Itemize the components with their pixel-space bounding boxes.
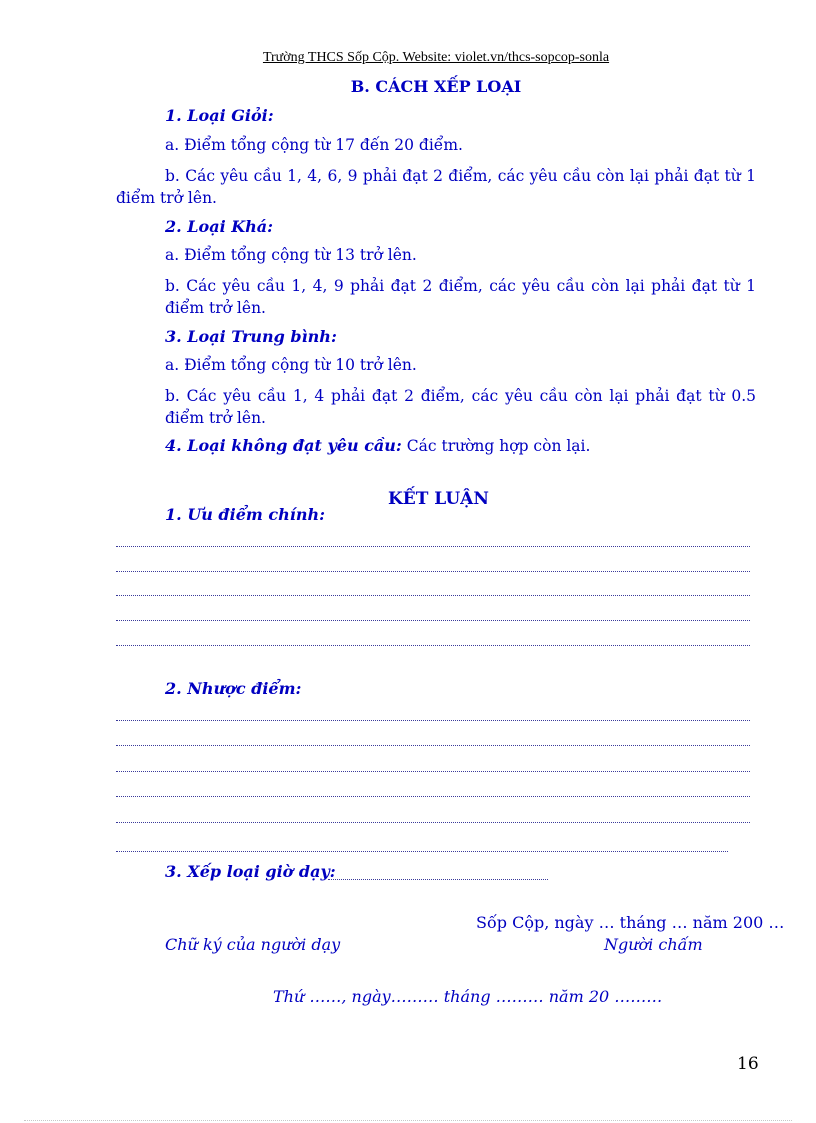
- strengths-line-4[interactable]: [116, 620, 750, 621]
- date-line: Sốp Cộp, ngày … tháng … năm 200 …: [476, 913, 785, 932]
- grade-4-text: Các trường hợp còn lại.: [401, 437, 591, 455]
- weaknesses-line-4[interactable]: [116, 796, 750, 797]
- strengths-line-5[interactable]: [116, 645, 750, 646]
- strengths-heading: 1. Ưu điểm chính:: [165, 505, 325, 524]
- rating-heading: 3. Xếp loại giờ dạy:: [165, 862, 336, 881]
- rating-line[interactable]: [328, 879, 548, 880]
- strengths-line-2[interactable]: [116, 571, 750, 572]
- grade-3-heading: 3. Loại Trung bình:: [165, 327, 337, 346]
- grade-2-item-b: b. Các yêu cầu 1, 4, 9 phải đạt 2 điểm, các yêu cầu còn lại phải đạt từ 1 điểm trở lên.: [165, 277, 756, 317]
- weaknesses-line-3[interactable]: [116, 771, 750, 772]
- grade-1-item-a: a. Điểm tổng cộng từ 17 đến 20 điểm.: [165, 136, 463, 154]
- weaknesses-line-5[interactable]: [116, 822, 750, 823]
- weekday-line: Thứ ……, ngày……… tháng ……… năm 20 ………: [273, 987, 663, 1006]
- grade-3-item-b: b. Các yêu cầu 1, 4 phải đạt 2 điểm, các yêu cầu còn lại phải đạt từ 0.5 điểm trở lên.: [165, 387, 756, 427]
- grade-2-heading: 2. Loại Khá:: [165, 217, 274, 236]
- strengths-line-1[interactable]: [116, 546, 750, 547]
- grade-4-heading: 4. Loại không đạt yêu cầu:: [165, 436, 402, 455]
- page-bottom-divider: [24, 1120, 792, 1121]
- grade-1-item-b: b. Các yêu cầu 1, 4, 6, 9 phải đạt 2 điểm, các yêu cầu còn lại phải đạt từ 1 điểm trở lên.: [116, 167, 756, 207]
- weaknesses-line-6[interactable]: [116, 851, 728, 852]
- page-header: Trường THCS Sốp Cộp. Website: violet.vn/thcs-sopcop-sonla: [262, 50, 610, 65]
- page-number: 16: [737, 1054, 759, 1074]
- grade-3-item-a: a. Điểm tổng cộng từ 10 trở lên.: [165, 356, 417, 374]
- conclusion-title: KẾT LUẬN: [388, 489, 489, 509]
- grader-signature-label: Người chấm: [604, 935, 703, 954]
- strengths-line-3[interactable]: [116, 595, 750, 596]
- grade-1-heading: 1. Loại Giỏi:: [165, 106, 274, 125]
- section-title: B. CÁCH XẾP LOẠI: [350, 77, 522, 96]
- grade-4-line: [165, 436, 590, 455]
- weaknesses-heading: 2. Nhược điểm:: [165, 679, 302, 698]
- weaknesses-line-1[interactable]: [116, 720, 750, 721]
- teacher-signature-label: Chữ ký của người dạy: [165, 935, 341, 954]
- weaknesses-line-2[interactable]: [116, 745, 750, 746]
- grade-2-item-a: a. Điểm tổng cộng từ 13 trở lên.: [165, 246, 417, 264]
